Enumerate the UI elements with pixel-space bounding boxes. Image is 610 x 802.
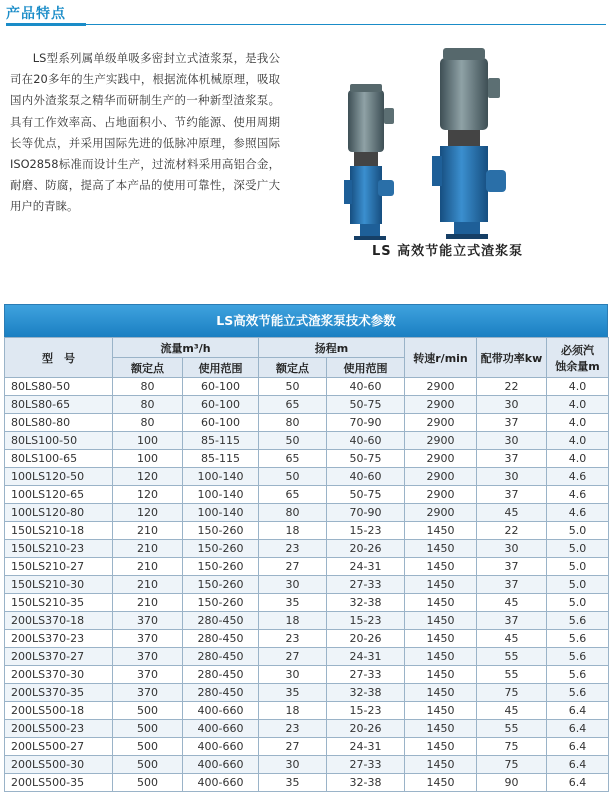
spec-table-wrapper [4, 304, 608, 792]
cell-flow-rated: 210 [113, 576, 183, 594]
cell-flow-range: 400-660 [183, 756, 259, 774]
table-row [5, 378, 609, 396]
header-npsh [547, 338, 609, 378]
table-row [5, 486, 609, 504]
cell-head-rated: 30 [259, 576, 327, 594]
cell-model: 200LS370-35 [5, 684, 113, 702]
table-row [5, 576, 609, 594]
cell-flow-range: 100-140 [183, 504, 259, 522]
pump-product-photo [300, 30, 600, 242]
cell-npsh: 5.6 [547, 648, 609, 666]
cell-speed: 1450 [405, 594, 477, 612]
cell-model: 200LS500-35 [5, 774, 113, 792]
cell-head-range: 70-90 [327, 504, 405, 522]
table-row [5, 396, 609, 414]
header-npsh-line2: 蚀余量m [555, 359, 600, 373]
cell-head-rated: 35 [259, 594, 327, 612]
cell-speed: 2900 [405, 432, 477, 450]
cell-speed: 1450 [405, 612, 477, 630]
cell-flow-rated: 210 [113, 540, 183, 558]
cell-flow-range: 280-450 [183, 612, 259, 630]
cell-head-range: 40-60 [327, 468, 405, 486]
cell-head-range: 40-60 [327, 432, 405, 450]
cell-speed: 1450 [405, 540, 477, 558]
section-divider [6, 24, 606, 25]
cell-power: 75 [477, 684, 547, 702]
cell-model: 80LS80-50 [5, 378, 113, 396]
cell-flow-range: 400-660 [183, 702, 259, 720]
table-row [5, 450, 609, 468]
cell-power: 37 [477, 612, 547, 630]
cell-head-range: 50-75 [327, 486, 405, 504]
header-head: 扬程m [259, 338, 405, 358]
cell-speed: 1450 [405, 576, 477, 594]
cell-flow-rated: 370 [113, 684, 183, 702]
section-title: 产品特点 [6, 6, 66, 22]
cell-power: 75 [477, 756, 547, 774]
cell-head-range: 27-33 [327, 666, 405, 684]
cell-head-rated: 27 [259, 738, 327, 756]
cell-model: 200LS370-18 [5, 612, 113, 630]
large-pump [432, 48, 506, 239]
cell-flow-range: 400-660 [183, 720, 259, 738]
cell-flow-rated: 370 [113, 630, 183, 648]
cell-model: 200LS370-27 [5, 648, 113, 666]
cell-speed: 2900 [405, 396, 477, 414]
cell-power: 45 [477, 702, 547, 720]
header-model: 型 号 [5, 338, 113, 378]
cell-model: 150LS210-30 [5, 576, 113, 594]
cell-head-range: 20-26 [327, 630, 405, 648]
cell-npsh: 5.0 [547, 522, 609, 540]
cell-power: 37 [477, 450, 547, 468]
cell-speed: 1450 [405, 720, 477, 738]
cell-power: 45 [477, 504, 547, 522]
cell-flow-range: 100-140 [183, 486, 259, 504]
cell-npsh: 5.0 [547, 558, 609, 576]
cell-npsh: 6.4 [547, 720, 609, 738]
cell-head-range: 24-31 [327, 648, 405, 666]
cell-head-rated: 30 [259, 756, 327, 774]
cell-head-rated: 23 [259, 630, 327, 648]
cell-power: 45 [477, 594, 547, 612]
cell-model: 100LS120-65 [5, 486, 113, 504]
cell-flow-rated: 370 [113, 648, 183, 666]
header-flow: 流量m³/h [113, 338, 259, 358]
cell-model: 80LS80-80 [5, 414, 113, 432]
table-row [5, 612, 609, 630]
cell-npsh: 5.6 [547, 612, 609, 630]
cell-power: 30 [477, 396, 547, 414]
cell-head-range: 27-33 [327, 576, 405, 594]
cell-power: 75 [477, 738, 547, 756]
cell-power: 55 [477, 720, 547, 738]
cell-npsh: 5.0 [547, 594, 609, 612]
cell-model: 200LS500-23 [5, 720, 113, 738]
cell-flow-range: 60-100 [183, 378, 259, 396]
cell-flow-range: 150-260 [183, 522, 259, 540]
cell-flow-rated: 500 [113, 756, 183, 774]
cell-model: 150LS210-23 [5, 540, 113, 558]
cell-flow-rated: 500 [113, 774, 183, 792]
cell-power: 22 [477, 522, 547, 540]
cell-power: 22 [477, 378, 547, 396]
cell-power: 37 [477, 558, 547, 576]
cell-flow-rated: 370 [113, 612, 183, 630]
cell-head-rated: 23 [259, 540, 327, 558]
table-row [5, 666, 609, 684]
cell-speed: 1450 [405, 558, 477, 576]
cell-head-range: 15-23 [327, 702, 405, 720]
cell-head-range: 32-38 [327, 684, 405, 702]
cell-head-range: 24-31 [327, 738, 405, 756]
header-npsh-line1: 必须汽 [561, 343, 595, 357]
cell-head-rated: 65 [259, 486, 327, 504]
cell-npsh: 5.6 [547, 666, 609, 684]
cell-head-rated: 50 [259, 468, 327, 486]
cell-npsh: 5.6 [547, 684, 609, 702]
cell-head-rated: 27 [259, 558, 327, 576]
table-row [5, 504, 609, 522]
cell-npsh: 5.6 [547, 630, 609, 648]
cell-head-rated: 30 [259, 666, 327, 684]
cell-head-rated: 18 [259, 522, 327, 540]
cell-head-range: 20-26 [327, 540, 405, 558]
cell-head-rated: 65 [259, 450, 327, 468]
cell-speed: 1450 [405, 756, 477, 774]
cell-npsh: 4.6 [547, 504, 609, 522]
cell-power: 30 [477, 540, 547, 558]
header-head-rated: 额定点 [259, 358, 327, 378]
cell-speed: 2900 [405, 504, 477, 522]
cell-speed: 1450 [405, 648, 477, 666]
header-power: 配带功率kw [477, 338, 547, 378]
cell-flow-rated: 210 [113, 522, 183, 540]
cell-head-range: 20-26 [327, 720, 405, 738]
cell-speed: 2900 [405, 378, 477, 396]
cell-head-range: 32-38 [327, 594, 405, 612]
cell-speed: 1450 [405, 738, 477, 756]
cell-flow-rated: 120 [113, 468, 183, 486]
product-caption: LS 高效节能立式渣浆泵 [372, 244, 524, 259]
cell-head-range: 24-31 [327, 558, 405, 576]
cell-model: 200LS500-27 [5, 738, 113, 756]
cell-power: 90 [477, 774, 547, 792]
cell-flow-rated: 370 [113, 666, 183, 684]
cell-npsh: 4.0 [547, 432, 609, 450]
intro-text: LS型系列属单级单吸多密封立式渣浆泵，是我公司在20多年的生产实践中，根据流体机械原理，吸取国内外渣浆泵之精华而研制生产的一种新型渣浆泵。具有工作效率高、占地面积小、节约能源、使用周期长等优点，并采用国际先进的低脉冲原理，参照国际ISO2858标准而设计生产，过流材料采用高铝合金，耐磨、防腐，提高了本产品的使用可靠性，深受广大用户的青睐。 [10, 51, 280, 214]
cell-model: 200LS500-30 [5, 756, 113, 774]
cell-model: 100LS120-80 [5, 504, 113, 522]
small-pump [344, 84, 394, 240]
cell-flow-rated: 80 [113, 414, 183, 432]
cell-head-range: 70-90 [327, 414, 405, 432]
table-row [5, 774, 609, 792]
cell-speed: 1450 [405, 630, 477, 648]
cell-model: 150LS210-35 [5, 594, 113, 612]
cell-head-range: 40-60 [327, 378, 405, 396]
cell-npsh: 4.0 [547, 396, 609, 414]
cell-head-rated: 35 [259, 774, 327, 792]
cell-speed: 1450 [405, 666, 477, 684]
cell-flow-range: 150-260 [183, 576, 259, 594]
cell-flow-rated: 120 [113, 486, 183, 504]
cell-npsh: 4.0 [547, 378, 609, 396]
spec-table-title: LS高效节能立式渣浆泵技术参数 [4, 304, 608, 337]
cell-head-rated: 80 [259, 414, 327, 432]
cell-flow-range: 280-450 [183, 630, 259, 648]
cell-model: 80LS100-65 [5, 450, 113, 468]
table-row [5, 630, 609, 648]
cell-npsh: 6.4 [547, 738, 609, 756]
cell-head-rated: 18 [259, 702, 327, 720]
cell-model: 80LS80-65 [5, 396, 113, 414]
header-head-range: 使用范围 [327, 358, 405, 378]
cell-model: 100LS120-50 [5, 468, 113, 486]
cell-power: 55 [477, 648, 547, 666]
cell-npsh: 6.4 [547, 774, 609, 792]
table-row [5, 432, 609, 450]
cell-speed: 2900 [405, 468, 477, 486]
cell-model: 200LS500-18 [5, 702, 113, 720]
cell-flow-range: 85-115 [183, 450, 259, 468]
table-row [5, 522, 609, 540]
table-row [5, 738, 609, 756]
table-row [5, 558, 609, 576]
cell-power: 30 [477, 468, 547, 486]
cell-power: 37 [477, 486, 547, 504]
table-row [5, 684, 609, 702]
cell-flow-range: 60-100 [183, 396, 259, 414]
table-row [5, 720, 609, 738]
cell-head-range: 27-33 [327, 756, 405, 774]
cell-speed: 1450 [405, 702, 477, 720]
cell-head-range: 50-75 [327, 450, 405, 468]
table-row [5, 756, 609, 774]
cell-head-range: 32-38 [327, 774, 405, 792]
header-flow-range: 使用范围 [183, 358, 259, 378]
cell-head-range: 15-23 [327, 612, 405, 630]
table-row [5, 540, 609, 558]
cell-flow-range: 150-260 [183, 594, 259, 612]
cell-npsh: 4.0 [547, 414, 609, 432]
spec-table-body [5, 378, 609, 792]
table-row [5, 414, 609, 432]
cell-flow-rated: 500 [113, 720, 183, 738]
cell-power: 45 [477, 630, 547, 648]
cell-flow-rated: 100 [113, 432, 183, 450]
cell-speed: 1450 [405, 684, 477, 702]
header-speed: 转速r/min [405, 338, 477, 378]
cell-head-rated: 50 [259, 432, 327, 450]
cell-flow-rated: 210 [113, 558, 183, 576]
cell-model: 150LS210-27 [5, 558, 113, 576]
cell-flow-rated: 120 [113, 504, 183, 522]
cell-head-range: 15-23 [327, 522, 405, 540]
cell-npsh: 4.6 [547, 486, 609, 504]
cell-npsh: 5.0 [547, 540, 609, 558]
cell-flow-rated: 500 [113, 738, 183, 756]
cell-speed: 2900 [405, 450, 477, 468]
cell-flow-rated: 100 [113, 450, 183, 468]
cell-flow-rated: 210 [113, 594, 183, 612]
cell-flow-rated: 80 [113, 378, 183, 396]
cell-power: 37 [477, 576, 547, 594]
cell-flow-range: 60-100 [183, 414, 259, 432]
cell-head-rated: 35 [259, 684, 327, 702]
cell-npsh: 6.4 [547, 702, 609, 720]
cell-head-rated: 80 [259, 504, 327, 522]
table-row [5, 594, 609, 612]
cell-model: 200LS370-23 [5, 630, 113, 648]
cell-flow-rated: 500 [113, 702, 183, 720]
cell-flow-range: 400-660 [183, 738, 259, 756]
cell-head-rated: 50 [259, 378, 327, 396]
cell-power: 30 [477, 432, 547, 450]
cell-npsh: 4.6 [547, 468, 609, 486]
cell-flow-range: 85-115 [183, 432, 259, 450]
spec-table [4, 337, 609, 792]
table-row [5, 648, 609, 666]
cell-speed: 2900 [405, 414, 477, 432]
cell-model: 80LS100-50 [5, 432, 113, 450]
cell-npsh: 5.0 [547, 576, 609, 594]
cell-flow-range: 280-450 [183, 666, 259, 684]
table-row [5, 702, 609, 720]
table-row [5, 468, 609, 486]
cell-flow-range: 100-140 [183, 468, 259, 486]
cell-head-rated: 18 [259, 612, 327, 630]
cell-flow-range: 400-660 [183, 774, 259, 792]
cell-speed: 2900 [405, 486, 477, 504]
cell-flow-range: 280-450 [183, 684, 259, 702]
cell-model: 150LS210-18 [5, 522, 113, 540]
intro-paragraph [10, 48, 280, 218]
cell-npsh: 6.4 [547, 756, 609, 774]
cell-head-range: 50-75 [327, 396, 405, 414]
cell-flow-range: 150-260 [183, 558, 259, 576]
cell-head-rated: 23 [259, 720, 327, 738]
header-flow-rated: 额定点 [113, 358, 183, 378]
cell-flow-range: 150-260 [183, 540, 259, 558]
cell-flow-rated: 80 [113, 396, 183, 414]
cell-npsh: 4.0 [547, 450, 609, 468]
cell-head-rated: 27 [259, 648, 327, 666]
cell-head-rated: 65 [259, 396, 327, 414]
cell-speed: 1450 [405, 522, 477, 540]
cell-flow-range: 280-450 [183, 648, 259, 666]
cell-speed: 1450 [405, 774, 477, 792]
cell-power: 37 [477, 414, 547, 432]
cell-model: 200LS370-30 [5, 666, 113, 684]
cell-power: 55 [477, 666, 547, 684]
